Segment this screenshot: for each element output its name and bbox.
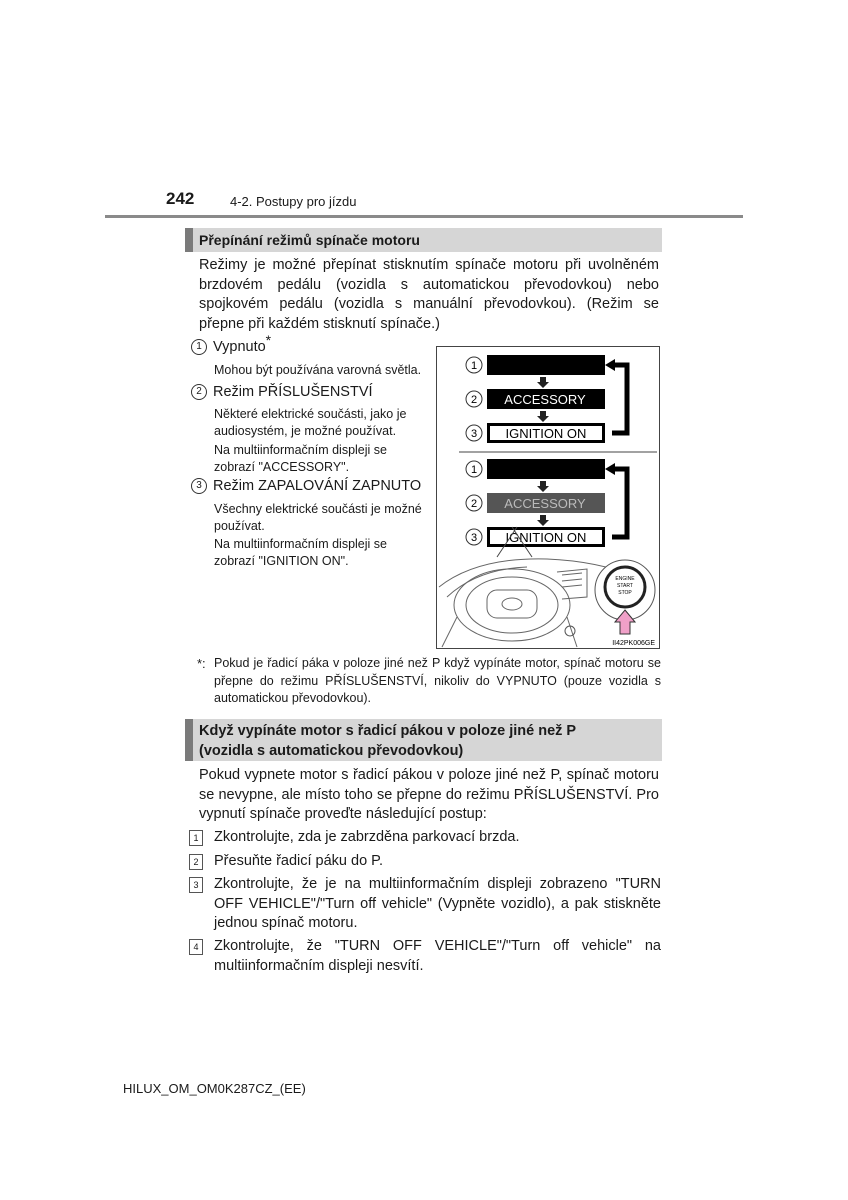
button-text: ENGINE xyxy=(615,576,635,582)
step-number: 2 xyxy=(189,854,203,870)
number-circle: 3 xyxy=(191,478,207,494)
footnote-star: * xyxy=(265,332,272,349)
step-item xyxy=(189,875,661,934)
figure-code: II42PK006GE xyxy=(612,640,655,647)
arrow-down-icon xyxy=(537,515,549,526)
display-row-3b xyxy=(466,527,605,547)
step-number: 1 xyxy=(189,830,203,846)
section-title-turn-off xyxy=(185,719,662,761)
step-number: 3 xyxy=(189,877,203,893)
mode-item-off xyxy=(191,332,272,355)
step-item xyxy=(189,852,661,872)
row-number: 2 xyxy=(470,498,478,510)
section-heading: 4-2. Postupy pro jízdu xyxy=(230,194,357,209)
button-text: START xyxy=(617,583,633,589)
arrow-down-icon xyxy=(537,377,549,388)
mode-desc: Na multiinformačním displeji se zobrazí "IGNITION ON". xyxy=(214,537,387,568)
button-text: STOP xyxy=(618,590,632,596)
row-number: 3 xyxy=(470,532,478,544)
mode-label: Režim ZAPALOVÁNÍ ZAPNUTO xyxy=(213,478,422,494)
row-number: 3 xyxy=(470,428,478,440)
row-number: 1 xyxy=(470,464,478,476)
display-text: ACCESSORY xyxy=(504,496,586,511)
arrow-left-icon xyxy=(605,359,615,371)
footer-code: HILUX_OM_OM0K287CZ_(EE) xyxy=(123,1081,306,1096)
display-row-1b xyxy=(466,459,605,479)
step-text: Zkontrolujte, zda je zabrzděna parkovací brzda. xyxy=(214,829,520,845)
row-number: 1 xyxy=(470,360,478,372)
display-row-2 xyxy=(466,389,605,409)
mode-item-ignition xyxy=(191,478,421,494)
number-circle: 1 xyxy=(191,339,207,355)
arrow-down-icon xyxy=(537,411,549,422)
step-number: 4 xyxy=(189,939,203,955)
display-row-1 xyxy=(466,355,605,375)
display-text: ACCESSORY xyxy=(504,392,586,407)
footnote xyxy=(199,655,661,708)
display-text: IGNITION ON xyxy=(505,530,587,545)
step-text: Zkontrolujte, že "TURN OFF VEHICLE"/"Turn off vehicle" na multiinformačním displeji nesvítí. xyxy=(214,938,661,974)
section-title-line: (vozidla s automatickou převodovkou) xyxy=(199,743,464,759)
header-rule xyxy=(105,215,743,218)
mode-desc: Na multiinformačním displeji se zobrazí "ACCESSORY". xyxy=(214,443,387,474)
mode-desc: Všechny elektrické součásti je možné používat. xyxy=(214,502,422,533)
step-text: Zkontrolujte, že je na multiinformačním displeji zobrazeno "TURN OFF VEHICLE"/"Turn off vehicle" (Vypněte vozidlo), a pak stiskněte jednou spínač motoru. xyxy=(214,876,661,932)
row-number: 2 xyxy=(470,394,478,406)
mode-desc: Mohou být používána varovná světla. xyxy=(214,363,422,377)
step-item xyxy=(189,937,661,976)
footnote-text: Pokud je řadicí páka v poloze jiné než P když vypínáte motor, spínač motoru se přepne do režimu PŘÍSLUŠENSTVÍ, nikoliv do VYPNUTO (pouze vozidla s automatickou převodovkou). xyxy=(214,656,661,705)
step-item xyxy=(189,828,661,848)
display-text: IGNITION ON xyxy=(505,426,587,441)
mode-desc: Některé elektrické součásti, jako je audiosystém, je možné používat. xyxy=(214,407,407,438)
number-circle: 2 xyxy=(191,384,207,400)
display-row-2b xyxy=(466,493,605,513)
engine-switch-illustration xyxy=(436,346,660,649)
mode-label: Režim PŘÍSLUŠENSTVÍ xyxy=(213,384,373,400)
footnote-mark: *: xyxy=(197,656,206,671)
step-text: Přesuňte řadicí páku do P. xyxy=(214,853,384,869)
turn-off-intro: Pokud vypnete motor s řadicí pákou v poloze jiné než P, spínač motoru se nevypne, ale místo toho se přepne do režimu PŘÍSLUŠENSTVÍ. Pro vypnutí spínače proveďte následující postup: xyxy=(199,767,659,823)
arrow-left-icon xyxy=(605,463,615,475)
page-number: 242 xyxy=(166,189,195,208)
mode-item-accessory xyxy=(191,384,373,400)
section-title-switch-modes: Přepínání režimů spínače motoru xyxy=(185,228,662,252)
arrow-down-icon xyxy=(537,481,549,492)
mode-label: Vypnuto xyxy=(213,339,266,355)
intro-paragraph: Režimy je možné přepínat stisknutím spínače motoru při uvolněném brzdovém pedálu (vozidla s automatickou převodovkou) nebo spojkovém pedálu (vozidla s manuální převodovkou). (Režim se přepne při každém stisknutí spínače.) xyxy=(199,257,659,332)
display-row-3 xyxy=(466,423,605,443)
section-title-line: Když vypínáte motor s řadicí pákou v poloze jiné než P xyxy=(199,723,577,739)
